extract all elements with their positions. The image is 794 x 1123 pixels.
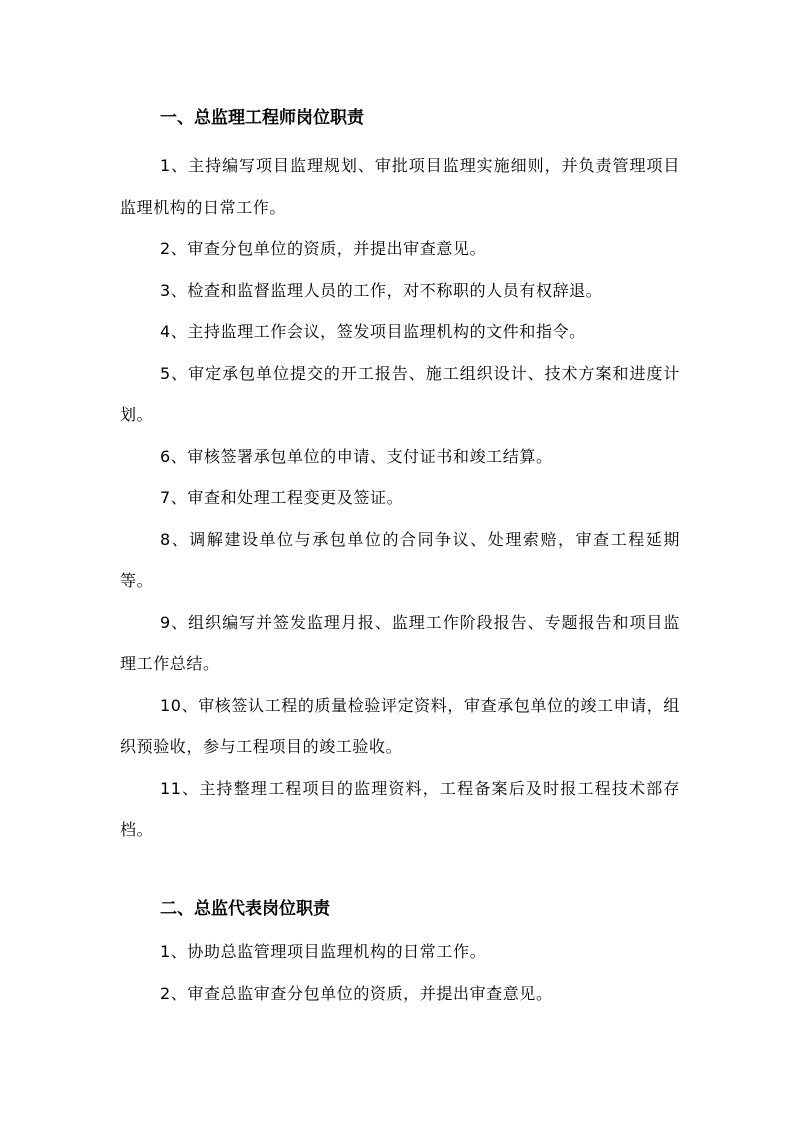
duty-list [120,931,680,1014]
duty-item: 8、调解建设单位与承包单位的合同争议、处理索赔，审查工程延期等。 [120,529,680,590]
section-deputy-supervisor [120,895,680,1014]
duty-item: 2、审查总监审查分包单位的资质，并提出审查意见。 [160,983,553,1003]
duty-item: 7、审查和处理工程变更及签证。 [160,488,404,507]
section-heading: 一、总监理工程师岗位职责 [160,108,364,128]
duty-item: 9、组织编写并签发监理月报、监理工作阶段报告、专题报告和项目监理工作总结。 [120,612,680,673]
section-chief-supervisor [120,104,680,851]
duty-item: 3、检查和监督监理人员的工作，对不称职的人员有权辞退。 [160,280,603,300]
duty-item: 5、审定承包单位提交的开工报告、施工组织设计、技术方案和进度计划。 [120,363,680,424]
duty-item: 6、审核签署承包单位的申请、支付证书和竣工结算。 [160,446,553,466]
duty-item: 1、主持编写项目监理规划、审批项目监理实施细则，并负责管理项目监理机构的日常工作。 [120,156,680,217]
duty-item: 1、协助总监管理项目监理机构的日常工作。 [160,942,487,961]
duty-list [120,145,680,851]
duty-item: 4、主持监理工作会议，签发项目监理机构的文件和指令。 [160,322,586,341]
duty-item: 2、审查分包单位的资质，并提出审查意见。 [160,239,487,258]
duty-item: 10、审核签认工程的质量检验评定资料，审查承包单位的竣工申请，组织预验收，参与工程项目的竣工验收。 [120,695,680,756]
duty-item: 11、主持整理工程项目的监理资料，工程备案后及时报工程技术部存档。 [120,778,680,839]
section-heading: 二、总监代表岗位职责 [160,899,330,919]
